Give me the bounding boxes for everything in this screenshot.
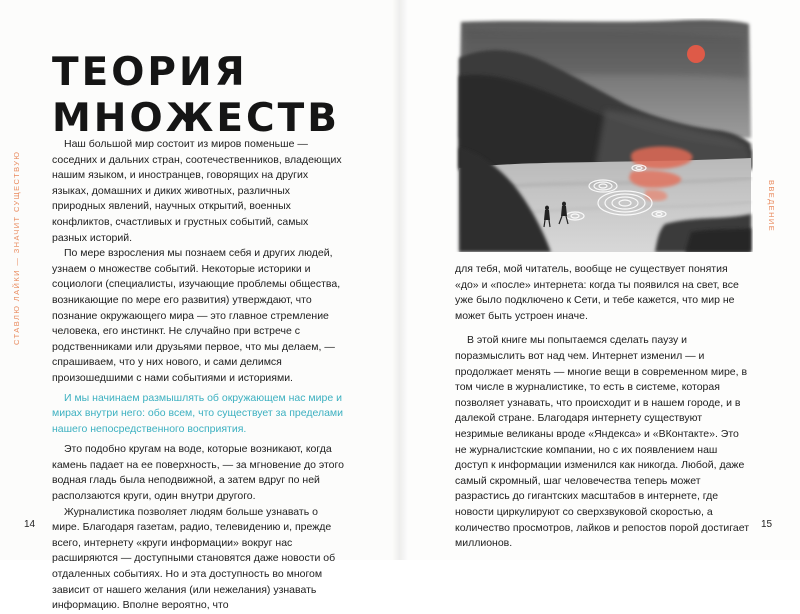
- chapter-title: [52, 50, 340, 142]
- title-line-2: МНОЖЕСТВ: [52, 96, 340, 141]
- left-body-text: [52, 137, 344, 614]
- running-header-left: СТАВЛЮ ЛАЙКИ — ЗНАЧИТ СУЩЕСТВУЮ: [12, 150, 21, 345]
- highlighted-paragraph: И мы начинаем размышлять об окружающем нас мире и мирах внутри него: обо всем, что существует за пределами нашего непосредственного восприятия.: [52, 391, 344, 435]
- running-header-right: ВВЕДЕНИЕ: [767, 180, 776, 233]
- page-number-left: 14: [24, 519, 36, 530]
- paragraph: По мере взросления мы познаем себя и других людей, узнаем о множестве событий. Некоторые историки и социологи (специалисты, изучающие проблемы общества, возникающие по мере его развития) утверждают, что познание окружающего мира — это главное стремление человека, его инстинкт. Не случайно при встрече с родственниками или друзьями первое, что мы делаем, — спрашиваем, что у них нового, и сами делимся произошедшими с нами событиями и историями.: [52, 247, 341, 384]
- paragraph: Журналистика позволяет людям больше узнавать о мире. Благодаря газетам, радио, телевидению и, прежде всего, интернету «круги информации» вокруг нас расширяются — доступными становятся даже новости об отдаленных событиях. Но и эта доступность во многом зависит от нашего желания (или нежелания) узнавать информацию. Вполне вероятно, что: [52, 505, 336, 612]
- illustration-svg: [455, 18, 753, 252]
- right-body-text: [455, 262, 751, 552]
- red-sun: [687, 45, 705, 63]
- paragraph: для тебя, мой читатель, вообще не существует понятия «до» и «после» интернета: когда ты появился на свет, все уже было подключено к Сети, и тебе кажется, что мир не может быть устроен иначе.: [455, 263, 739, 322]
- title-line-1: ТЕОРИЯ: [52, 50, 248, 95]
- left-page: [0, 0, 400, 612]
- paragraph: В этой книге мы попытаемся сделать паузу и поразмыслить вот над чем. Интернет изменил — и продолжает менять — многие вещи в современном мире, в том числе в журналистике, то есть в системе, которая позволяет узнавать, что происходит и в нашем городе, и в далекой стране. Благодаря интернету существуют незримые великаны вроде «Яндекса» и «ВКонтакте». Это не журналистские компании, но с их появлением наш доступ к информации изменился как никогда. Любой, даже самый скромный, шаг человечества теперь может разрастись до гигантских масштабов в интернете, где новости циркулируют со сверхзвуковой скоростью, а количество просмотров, лайков и репостов порой достигает миллионов.: [455, 334, 749, 550]
- ink-landscape-illustration: [455, 18, 753, 252]
- book-gutter: [392, 0, 408, 560]
- page-number-right: 15: [761, 519, 773, 530]
- paragraph: Это подобно кругам на воде, которые возникают, когда камень падает на ее поверхность, — за мгновение до этого водная гладь была неподвижной, а затем вдруг по ней расползаются круги, один внутри другого.: [52, 443, 344, 503]
- paragraph: Наш большой мир состоит из миров поменьше — соседних и дальних стран, соотечественников, владеющих нашим языком, и иностранцев, говорящих на других языках, домашних и диких животных, различных природных явлений, научных открытий, военных конфликтов, счастливых и грустных событий, самых разных историй.: [52, 138, 342, 244]
